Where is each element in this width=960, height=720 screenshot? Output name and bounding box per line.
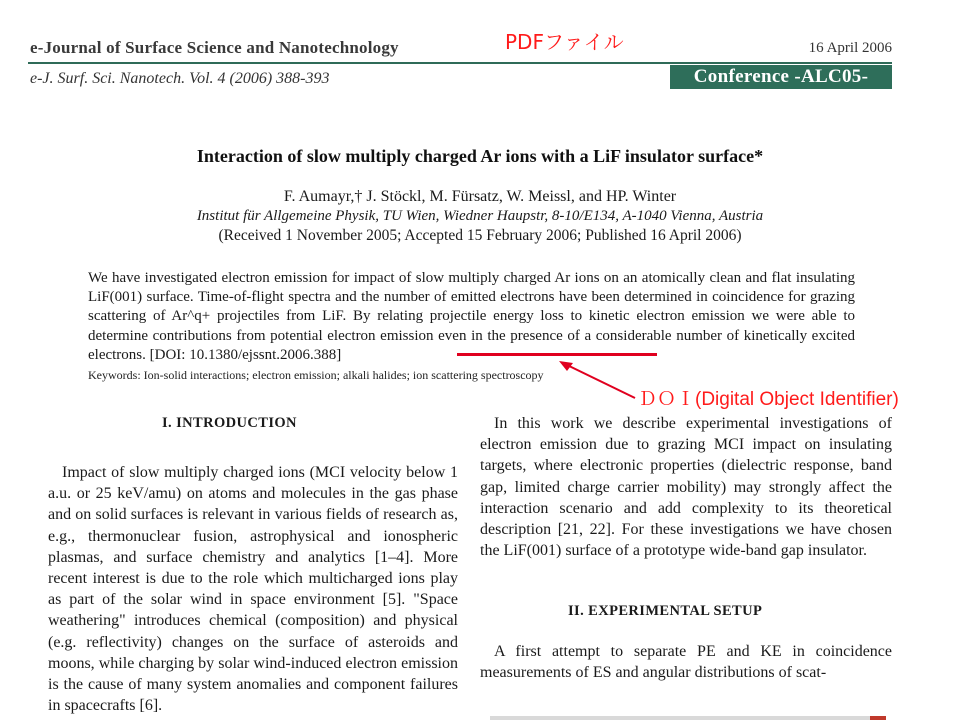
page-bottom-strip <box>490 716 885 720</box>
paper-authors: F. Aumayr,† J. Stöckl, M. Fürsatz, W. Meissl, and HP. Winter <box>283 188 677 205</box>
doi-highlight-underline <box>457 353 657 356</box>
introduction-text: Impact of slow multiply charged ions (MCI velocity below 1 a.u. or 25 keV/amu) on atoms and molecules in the gas phase and on solid surfaces is relevant in various fields of research as, e.g., thermonuclear fusion, astrophysical and ionospheric plasmas, and surface chemistry and analytics [1–4]. More recent interest is due to the role which multicharged ions play as part of the solar wind in space environment [5]. "Space weathering" introduces chemical (composition) and physical (e.g. reflectivity) changes on the surface of asteroids and moons, while charging by solar wind-induced electron emission is the cause of many system anomalies and component failures in spacecrafts [6]. <box>48 464 458 715</box>
journal-citation: e-J. Surf. Sci. Nanotech. Vol. 4 (2006) 388-393 <box>30 70 330 87</box>
header-rule <box>28 62 892 64</box>
paper-title <box>0 146 960 167</box>
page-bottom-mark <box>870 716 886 720</box>
paper-title-text: Interaction of slow multiply charged Ar ions with a LiF insulator surface* <box>196 146 764 166</box>
abstract-body: We have investigated electron emission for impact of slow multiply charged Ar ions on an atomically clean and flat insulating LiF(001) surface. Time-of-flight spectra and the number of emitted electrons have been determined in coincidence for grazing scattering of Ar^q+ projectiles from LiF. By relating projectile energy loss to kinetic electron emission we were able to determine contributions from potential electron emission even in the presence of a considerable number of kinetically excited electrons. <box>88 270 855 363</box>
keywords: Keywords: Ion-solid interactions; electron emission; alkali halides; ion scattering spectroscopy <box>88 368 544 382</box>
section-heading-introduction: I. INTRODUCTION <box>162 415 297 431</box>
conference-badge: Conference -ALC05- <box>670 65 892 89</box>
doi-annotation: ＤＯＩ(Digital Object Identifier) <box>638 389 899 410</box>
doi-link[interactable]: [DOI: 10.1380/ejssnt.2006.388] <box>149 346 342 363</box>
paper-received-dates: (Received 1 November 2005; Accepted 15 February 2006; Published 16 April 2006) <box>218 227 742 244</box>
right-column-text: In this work we describe experimental investigations of electron emission due to grazing MCI impact on insulating targets, where electronic properties (dielectric response, band gap, limited charge carrier mobility) may strongly affect the interaction scenario and add complexity to its theoretical description [21, 22]. For these investigations we have chosen the LiF(001) surface of a prototype wide-band gap insulator. <box>480 415 892 560</box>
pdf-annotation: PDFファイル <box>505 30 624 54</box>
abstract <box>88 269 855 365</box>
journal-name: e-Journal of Surface Science and Nanotechnology <box>30 38 399 57</box>
publication-date: 16 April 2006 <box>808 40 892 56</box>
experimental-setup-text: A first attempt to separate PE and KE in coincidence measurements of ES and angular distributions of scat- <box>480 643 892 682</box>
section-heading-experimental-setup: II. EXPERIMENTAL SETUP <box>568 603 763 619</box>
paper-affiliation: Institut für Allgemeine Physik, TU Wien, Wiedner Haupstr, 8-10/E134, A-1040 Vienna, Austria <box>196 208 764 224</box>
